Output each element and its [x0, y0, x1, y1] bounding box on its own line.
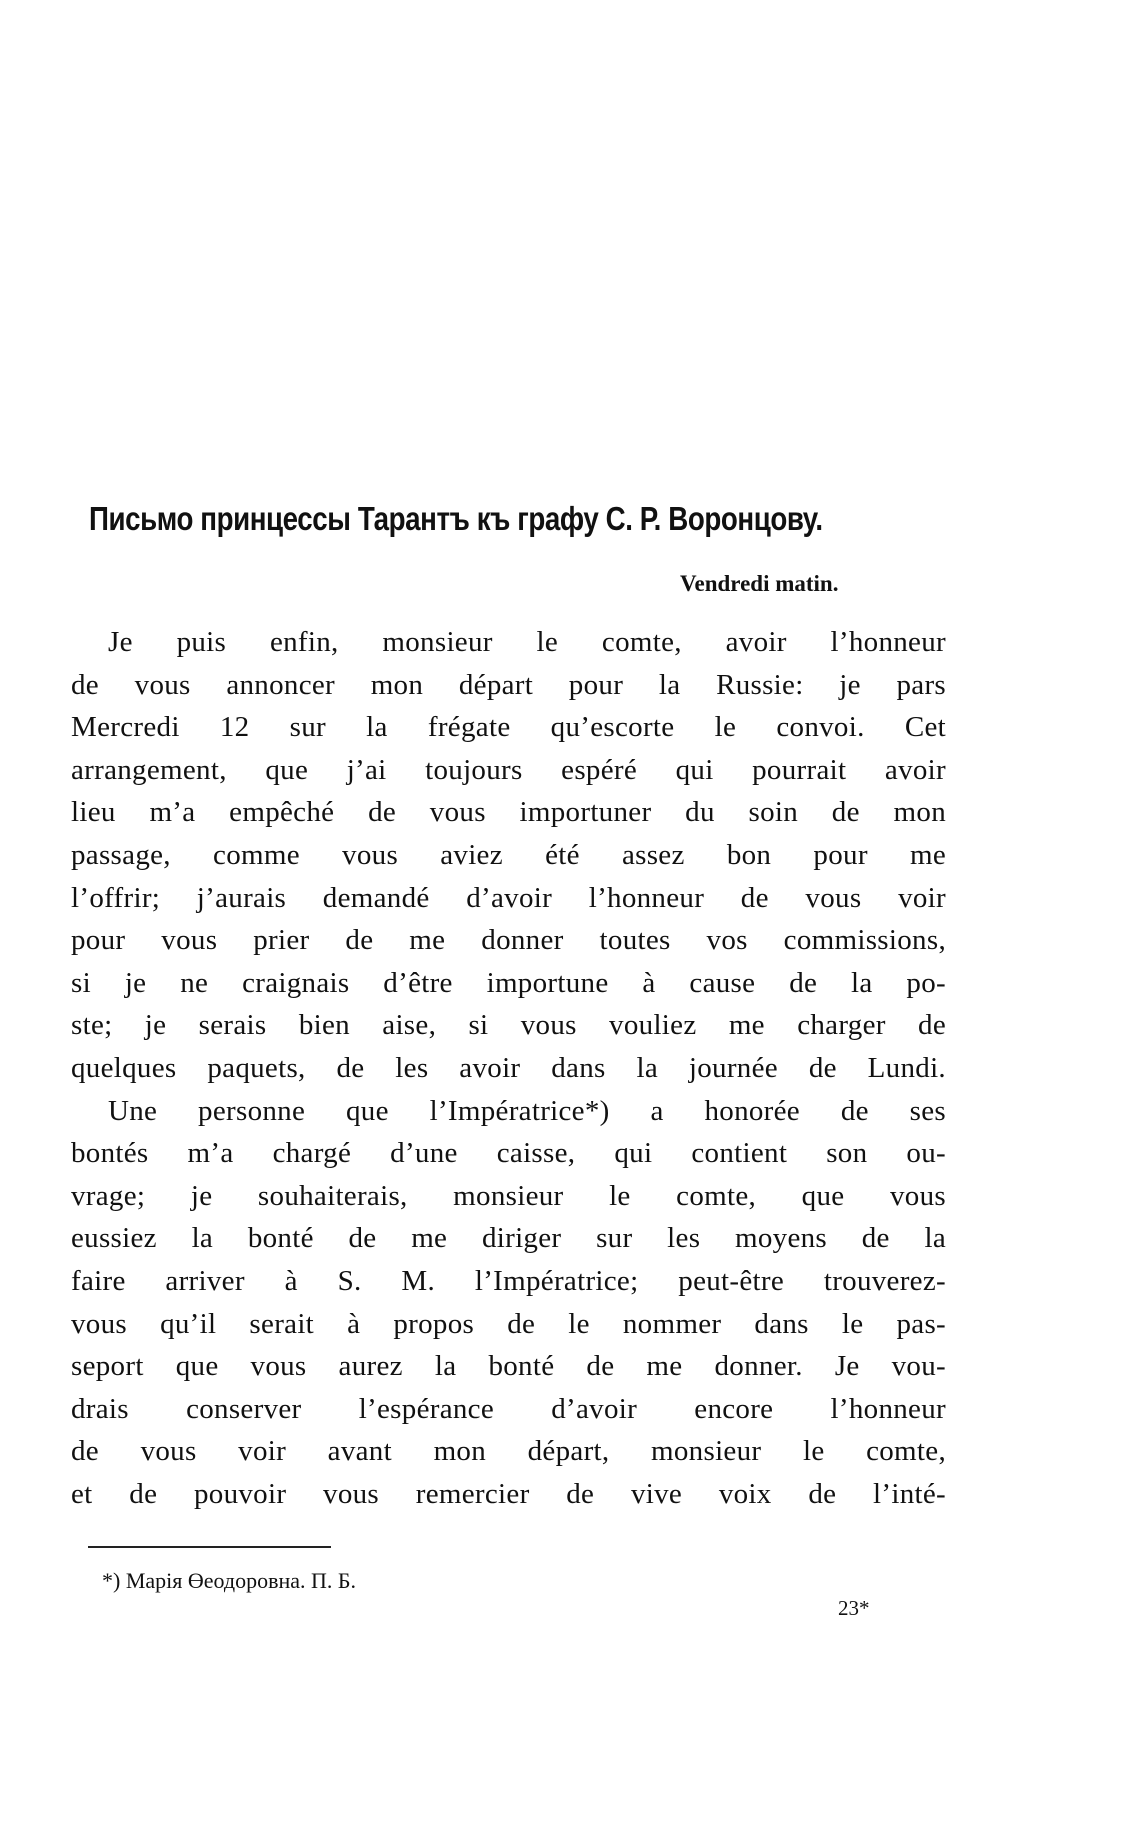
body-line: Une personne que l’Impératrice*) a honorée de ses — [108, 1094, 946, 1127]
body-line: si je ne craignais d’être importune à cause de la po- — [71, 966, 946, 999]
body-line: l’offrir; j’aurais demandé d’avoir l’honneur de vous voir — [71, 881, 946, 914]
page-number: 23* — [838, 1596, 870, 1620]
body-line: vrage; je souhaiterais, monsieur le comte, que vous — [71, 1179, 946, 1212]
body-line: eussiez la bonté de me diriger sur les moyens de la — [71, 1222, 946, 1255]
body-line: pour vous prier de me donner toutes vos commissions, — [71, 924, 946, 957]
letter-title: Письмо принцессы Тарантъ къ графу С. Р. Воронцову. — [89, 500, 823, 537]
body-line: quelques paquets, de les avoir dans la journée de Lundi. — [71, 1051, 946, 1084]
body-line: et de pouvoir vous remercier de vive voix de l’inté- — [71, 1477, 946, 1510]
body-line: drais conserver l’espérance d’avoir encore l’honneur — [71, 1392, 946, 1425]
body-line: ste; je serais bien aise, si vous vouliez me charger de — [71, 1009, 946, 1042]
body-line: faire arriver à S. M. l’Impératrice; peut-être trouverez- — [71, 1264, 946, 1297]
body-line: vous qu’il serait à propos de le nommer dans le pas- — [71, 1307, 946, 1340]
letter-body — [71, 621, 946, 1515]
body-line: passage, comme vous aviez été assez bon pour me — [71, 838, 946, 871]
body-line: Je puis enfin, monsieur le comte, avoir l’honneur — [108, 626, 946, 658]
body-line: lieu m’a empêché de vous importuner du soin de mon — [71, 796, 946, 829]
body-line: arrangement, que j’ai toujours espéré qui pourrait avoir — [71, 753, 946, 786]
dateline: Vendredi matin. — [680, 571, 839, 596]
footnote: *) Марія Өеодоровна. П. Б. — [102, 1568, 357, 1593]
body-line: bontés m’a chargé d’une caisse, qui contient son ou- — [71, 1137, 946, 1170]
footnote-rule — [88, 1546, 331, 1548]
body-line: de vous annoncer mon départ pour la Russie: je pars — [71, 668, 946, 701]
body-line: Mercredi 12 sur la frégate qu’escorte le convoi. Cet — [71, 711, 946, 744]
body-line: seport que vous aurez la bonté de me donner. Je vou- — [71, 1350, 946, 1383]
body-line: de vous voir avant mon départ, monsieur le comte, — [71, 1435, 946, 1468]
